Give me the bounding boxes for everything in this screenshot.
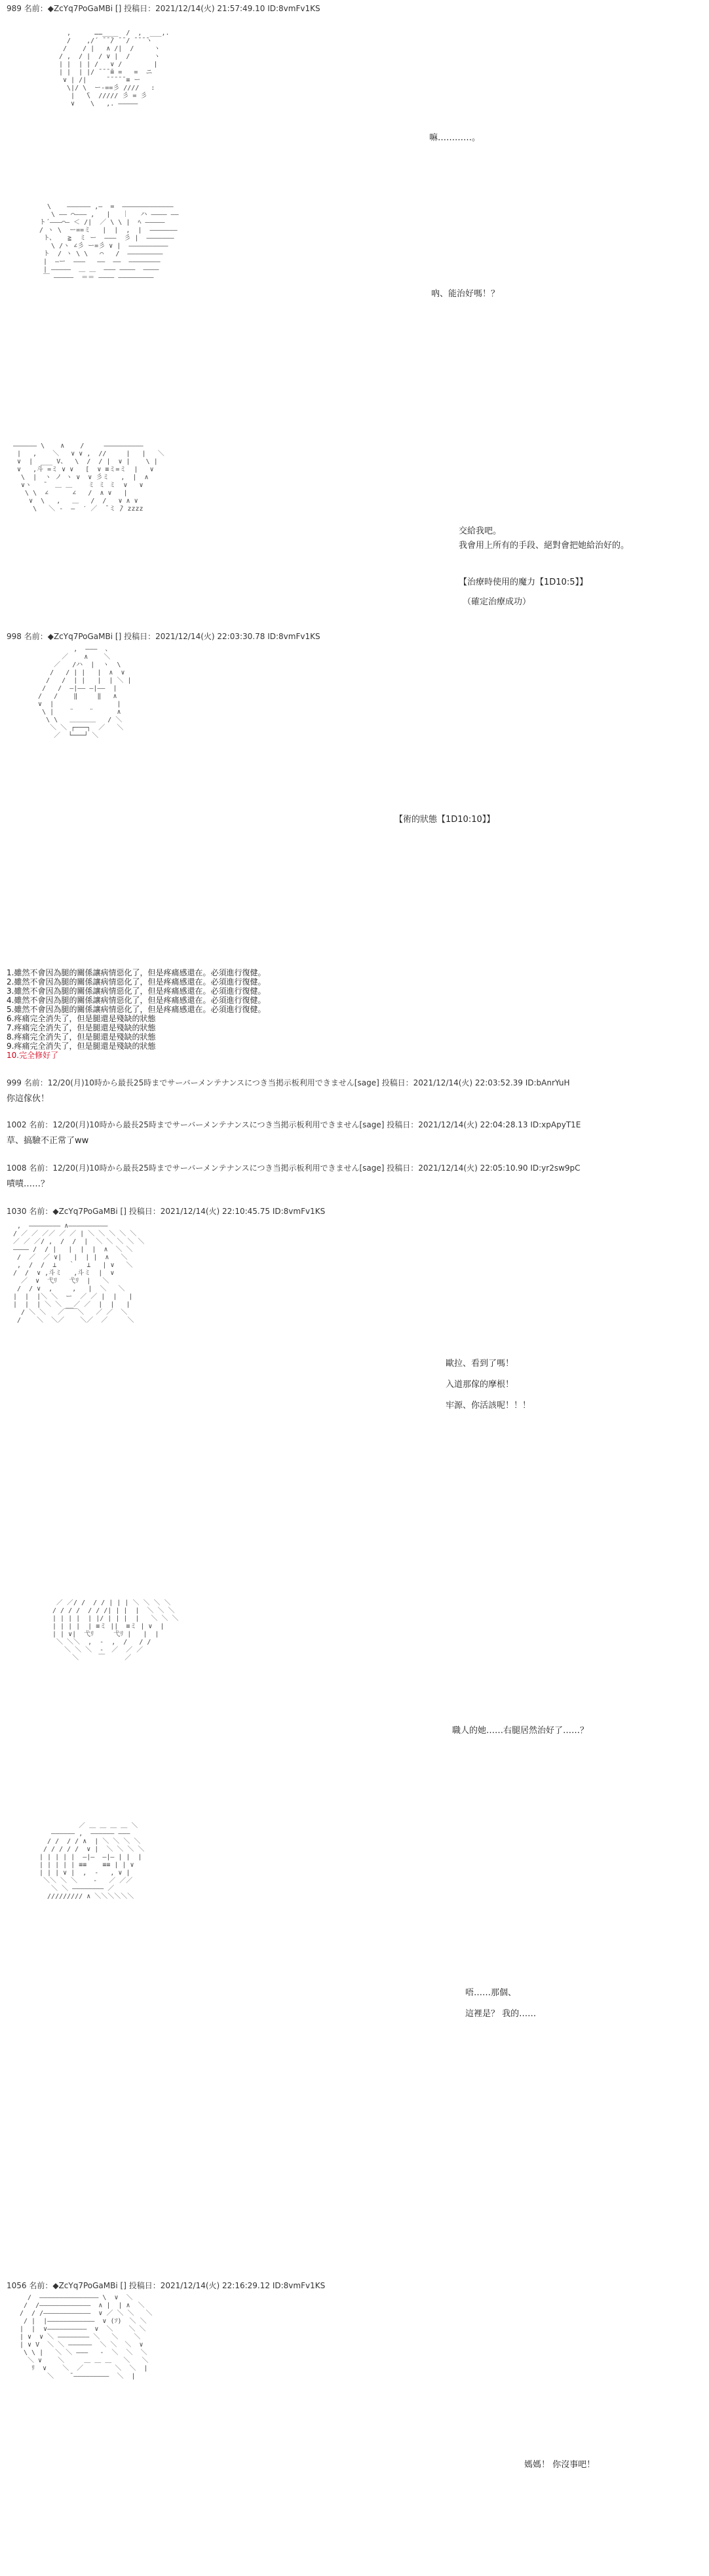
post-text-1002: 草、搞驗不正常了ww bbox=[7, 1136, 89, 1146]
dice-option-1: 1.雖然不會因為腿的關係讓病情惡化了，但是疼痛感還在。必須進行復健。 bbox=[7, 968, 266, 977]
post-header-998: 998 名前：◆ZcYq7PoGaMBi [] 投稿日：2021/12/14(火) 22:03:30.78 ID:8vmFv1KS bbox=[7, 632, 320, 641]
dice-option-2: 2.雖然不會因為腿的關係讓病情惡化了，但是疼痛感還在。必須進行復健。 bbox=[7, 977, 266, 986]
dialogue-1030-2: 入道那傢的摩根！ bbox=[446, 1380, 514, 1390]
dialogue-1030-5: 唔……那個、 bbox=[465, 1988, 517, 1998]
post-header-989: 989 名前：◆ZcYq7PoGaMBi [] 投稿日：2021/12/14(火) 21:57:49.10 ID:8vmFv1KS bbox=[7, 4, 320, 13]
post-header-1056: 1056 名前：◆ZcYq7PoGaMBi [] 投稿日：2021/12/14(火) 22:16:29.12 ID:8vmFv1KS bbox=[7, 2281, 326, 2290]
ascii-art-989-c: ―――――― \ ∧ / ―――――――――― | , ＼ ∨ ∨ , // | | ＼ ∨ | ___ V、 \ / / | ∨ | \ | ∨ ,斗 =ミ ∨ ∨ [ ∨ ≡ミ=ミ | ∨ \ | ヽ ノ ヽ ∨ ∨ 彡ミ , | ∧ ∨ヽ ̄ ＿ ＿ ミ ミ ミ ∨ ∨ \ \ ∠ ∠ / ∧ ∨ | ∨ \ , ＿ / / ∨ ∧ ∨ \ ＼ ‐ ― ′ ／ ̄ ミ ̄/ zzzz bbox=[13, 442, 164, 513]
post-header-999: 999 名前：12/20(月)10時から最長25時までサーバーメンテナンスにつき当掲示板利用できません[sage] 投稿日：2021/12/14(火) 22:03:52.39 ID:bAnrYuH bbox=[7, 1078, 570, 1087]
ascii-art-1030-b: ／ ／/ / / / | | | ＼ ＼ ＼ ＼ / / / / / / /| | | | ＼ ＼ ＼ | | | | | |/ | | | | ＼ ＼ ＼ | | | | | ≡ミ || ≡ミ | ∨ | | | ∨| 弋ﾘ 弋ﾘ | | | ＼ ＼＼ , ‐ , / / / ＼ ＼ ＼ ‐ ／ ／ ／ ＼ ￣ ／ bbox=[52, 1599, 179, 1662]
dialogue-1030-4: 職人的她……右腿居然治好了……？ bbox=[452, 1726, 589, 1736]
ascii-art-1030-c: ／ ＿ ＿ ＿ ＿ ＼ ―――――― , ―――――― ――― / / / / ∧ | ＼ ＼ ＼ ＼ / / / / / ∨ | ＼ ＼ ＼ ＼ | | | | | ―|― ―|― | | | | | | | | ≡≡ ≡≡ | | ∨ | | | ∨ | , ‐ , ∨ | ＼＼ ＼ ＼ ‐ ／ ／／ ＼ ＼ ―――――――― ／ ///////// ∧ ＼＼＼＼＼＼ bbox=[39, 1822, 145, 1900]
ascii-art-1030-a: , ―――――――― ∧―――――――――― / ／ ／ ／／ ／ ／ | ＼ ＼ ＼ ＼ ＼ ／ ／ ／/ , / / | ＼ ＼ ＼ ＼ ＼ ―――― / / | | | | ∧ ＼ ＼ / ／ ／ ∨| | | | ∧ ＼ , / / ⊥ ｀ ⊥ | ∨ ＼ / / ∨ ,斗ミ ,斗ミ | ∨ ／ ∨ 弋ﾘ 弋ﾘ | ＼ / / ∨ , , | ＼ ＼ | | |＼ ＼ ー ／ ／ | | | | | | ＼ ＼ __／ ／ | | | / ＼ ＼ ／￣￣＼ ／ ／ ＼ / ＼ ＼／ ＼／ ／ ＼ bbox=[13, 1222, 145, 1324]
dice-option-6: 6.疼痛完全消失了，但是腿還是殘缺的狀態 bbox=[7, 1014, 156, 1023]
dice-option-3: 3.雖然不會因為腿的關係讓病情惡化了，但是疼痛感還在。必須進行復健。 bbox=[7, 986, 266, 996]
dialogue-1056-1: 媽媽！ 你沒事吧！ bbox=[524, 2460, 596, 2470]
dialogue-1030-6: 這裡是？ 我的…… bbox=[465, 2009, 537, 2019]
post-header-1030: 1030 名前：◆ZcYq7PoGaMBi [] 投稿日：2021/12/14(火) 22:10:45.75 ID:8vmFv1KS bbox=[7, 1207, 326, 1216]
dice-option-10-result: 10.完全修好了 bbox=[7, 1051, 59, 1060]
dialogue-1030-1: 歐拉、看到了嗎！ bbox=[446, 1359, 514, 1369]
dice-option-4: 4.雖然不會因為腿的關係讓病情惡化了，但是疼痛感還在。必須進行復健。 bbox=[7, 996, 266, 1005]
ascii-art-998: , ――― 、 ／ ∧ ＼ ／ /ハ | ヽ \ / / | | | ∧ ∨ / / | | | | ＼ | / / ―|―― ―|―― | / / ‖ ‖ ∧ ∨ | | \ | ¨ ¨ ∧ \ \ ＿＿＿＿ / ＼ ＼ ＼ ┌───┐ ／ ＼ ／ └───┘ ＼ bbox=[38, 646, 132, 739]
post-header-1008: 1008 名前：12/20(月)10時から最長25時までサーバーメンテナンスにつき当掲示板利用できません[sage] 投稿日：2021/12/14(火) 22:05:10.90 ID:yr2sw9pC bbox=[7, 1163, 581, 1173]
dice-heal-confirm: （確定治療成功） bbox=[463, 597, 531, 607]
dialogue-989-1: 嘛…………。 bbox=[429, 133, 481, 143]
ascii-art-989-b: \ ―――――― ,― = ――――――――――――― \ ―― ⌒――― , | ｜ ハ ―――― ―― ト´―――⌒― ＜ /| ／ \ \ | ﾍ ――――― / ヽ \ ー==ミ | | , | ――――――― ト、 ≧ ミ ー ――― 彡 | ――――――― \ /ヽ ∠彡 ー=彡 ∨ | ―――――――――― ト / ヽ \ \ ⌒ / ――――――――― | ―ー ――― ―― ―― ―――――――― | ――――― ＿ ＿ ――― ―――― ―――― ￣ ――――― ＝＝ ―――― ――――――――― bbox=[39, 203, 179, 281]
dice-option-9: 9.疼痛完全消失了，但是腿還是殘缺的狀態 bbox=[7, 1042, 156, 1051]
dialogue-989-3: 交給我吧。 bbox=[459, 526, 502, 536]
dice-heal-mana: 【治療時使用的魔力【1D10:5】】 bbox=[459, 577, 588, 587]
post-text-999: 你這傢伙！ bbox=[7, 1094, 50, 1104]
dice-option-7: 7.疼痛完全消失了，但是腿還是殘缺的狀態 bbox=[7, 1023, 156, 1032]
dialogue-1030-3: 牢源、你活該呢！！！ bbox=[446, 1401, 531, 1411]
ascii-art-989-a: , ……____ / , ___,. / ,/´ ̄ ̄ ̄/ ̄ ̄ / ̄ ̄ ̄ ̄ヽ / / | ∧ /| / ヽ / , / | / ∨ | / ヽ | | | | / ∨ / | | | | |/ ̄ ̄ ̄ ̄≡ = = ニ ∨ | /| ̄ ̄ ̄ ̄ ̄ ≡ ー \|/ \ ー-==彡 //// : | ̄\ ///// 彡 = 彡 ∨ \ ,. ――――― bbox=[59, 29, 170, 107]
ascii-art-1056: / ――――――――――――――― \ ∨ ＼ / /――――――――――――― ∧ | | ∧ ＼ / / /―――――――――――― ∨ ／ ＼ ＼ ＼ / | |―――――――――――― ∨ (ｿ) ＼ ＼ | | ∨―――――――――― ∨ ＼ ＼ ＼ | ∨ ∨ ＼ ―――――――― ＼ ＼ ＼ | ∨ V ＼ ＼ ―――――― ＼ ＼ ＼ ∨ \ \ | ＼ ＼ ――― ‐ ＼ ＼ ＼ ＼ ∨ ＼ ＿ ＿ ＿ ＼ ＼ ﾘ ∨ ＼ ／ ＼ ＼ | ＼ ̄ ――――――――― ＼ | bbox=[20, 2294, 153, 2380]
post-header-1002: 1002 名前：12/20(月)10時から最長25時までサーバーメンテナンスにつき当掲示板利用できません[sage] 投稿日：2021/12/14(火) 22:04:28.13 ID:xpApyT1E bbox=[7, 1120, 581, 1129]
dice-surgery-state: 【術的狀態【1D10:10】】 bbox=[394, 815, 495, 825]
post-text-1008: 嘖嘖……？ bbox=[7, 1179, 50, 1189]
dice-option-8: 8.疼痛完全消失了，但是腿還是殘缺的狀態 bbox=[7, 1032, 156, 1042]
dialogue-989-4: 我會用上所有的手段、絕對會把她給治好的。 bbox=[459, 541, 630, 551]
dice-option-5: 5.雖然不會因為腿的關係讓病情惡化了，但是疼痛感還在。必須進行復健。 bbox=[7, 1005, 266, 1014]
dialogue-989-2: 吶、能治好嗎！？ bbox=[431, 289, 500, 299]
